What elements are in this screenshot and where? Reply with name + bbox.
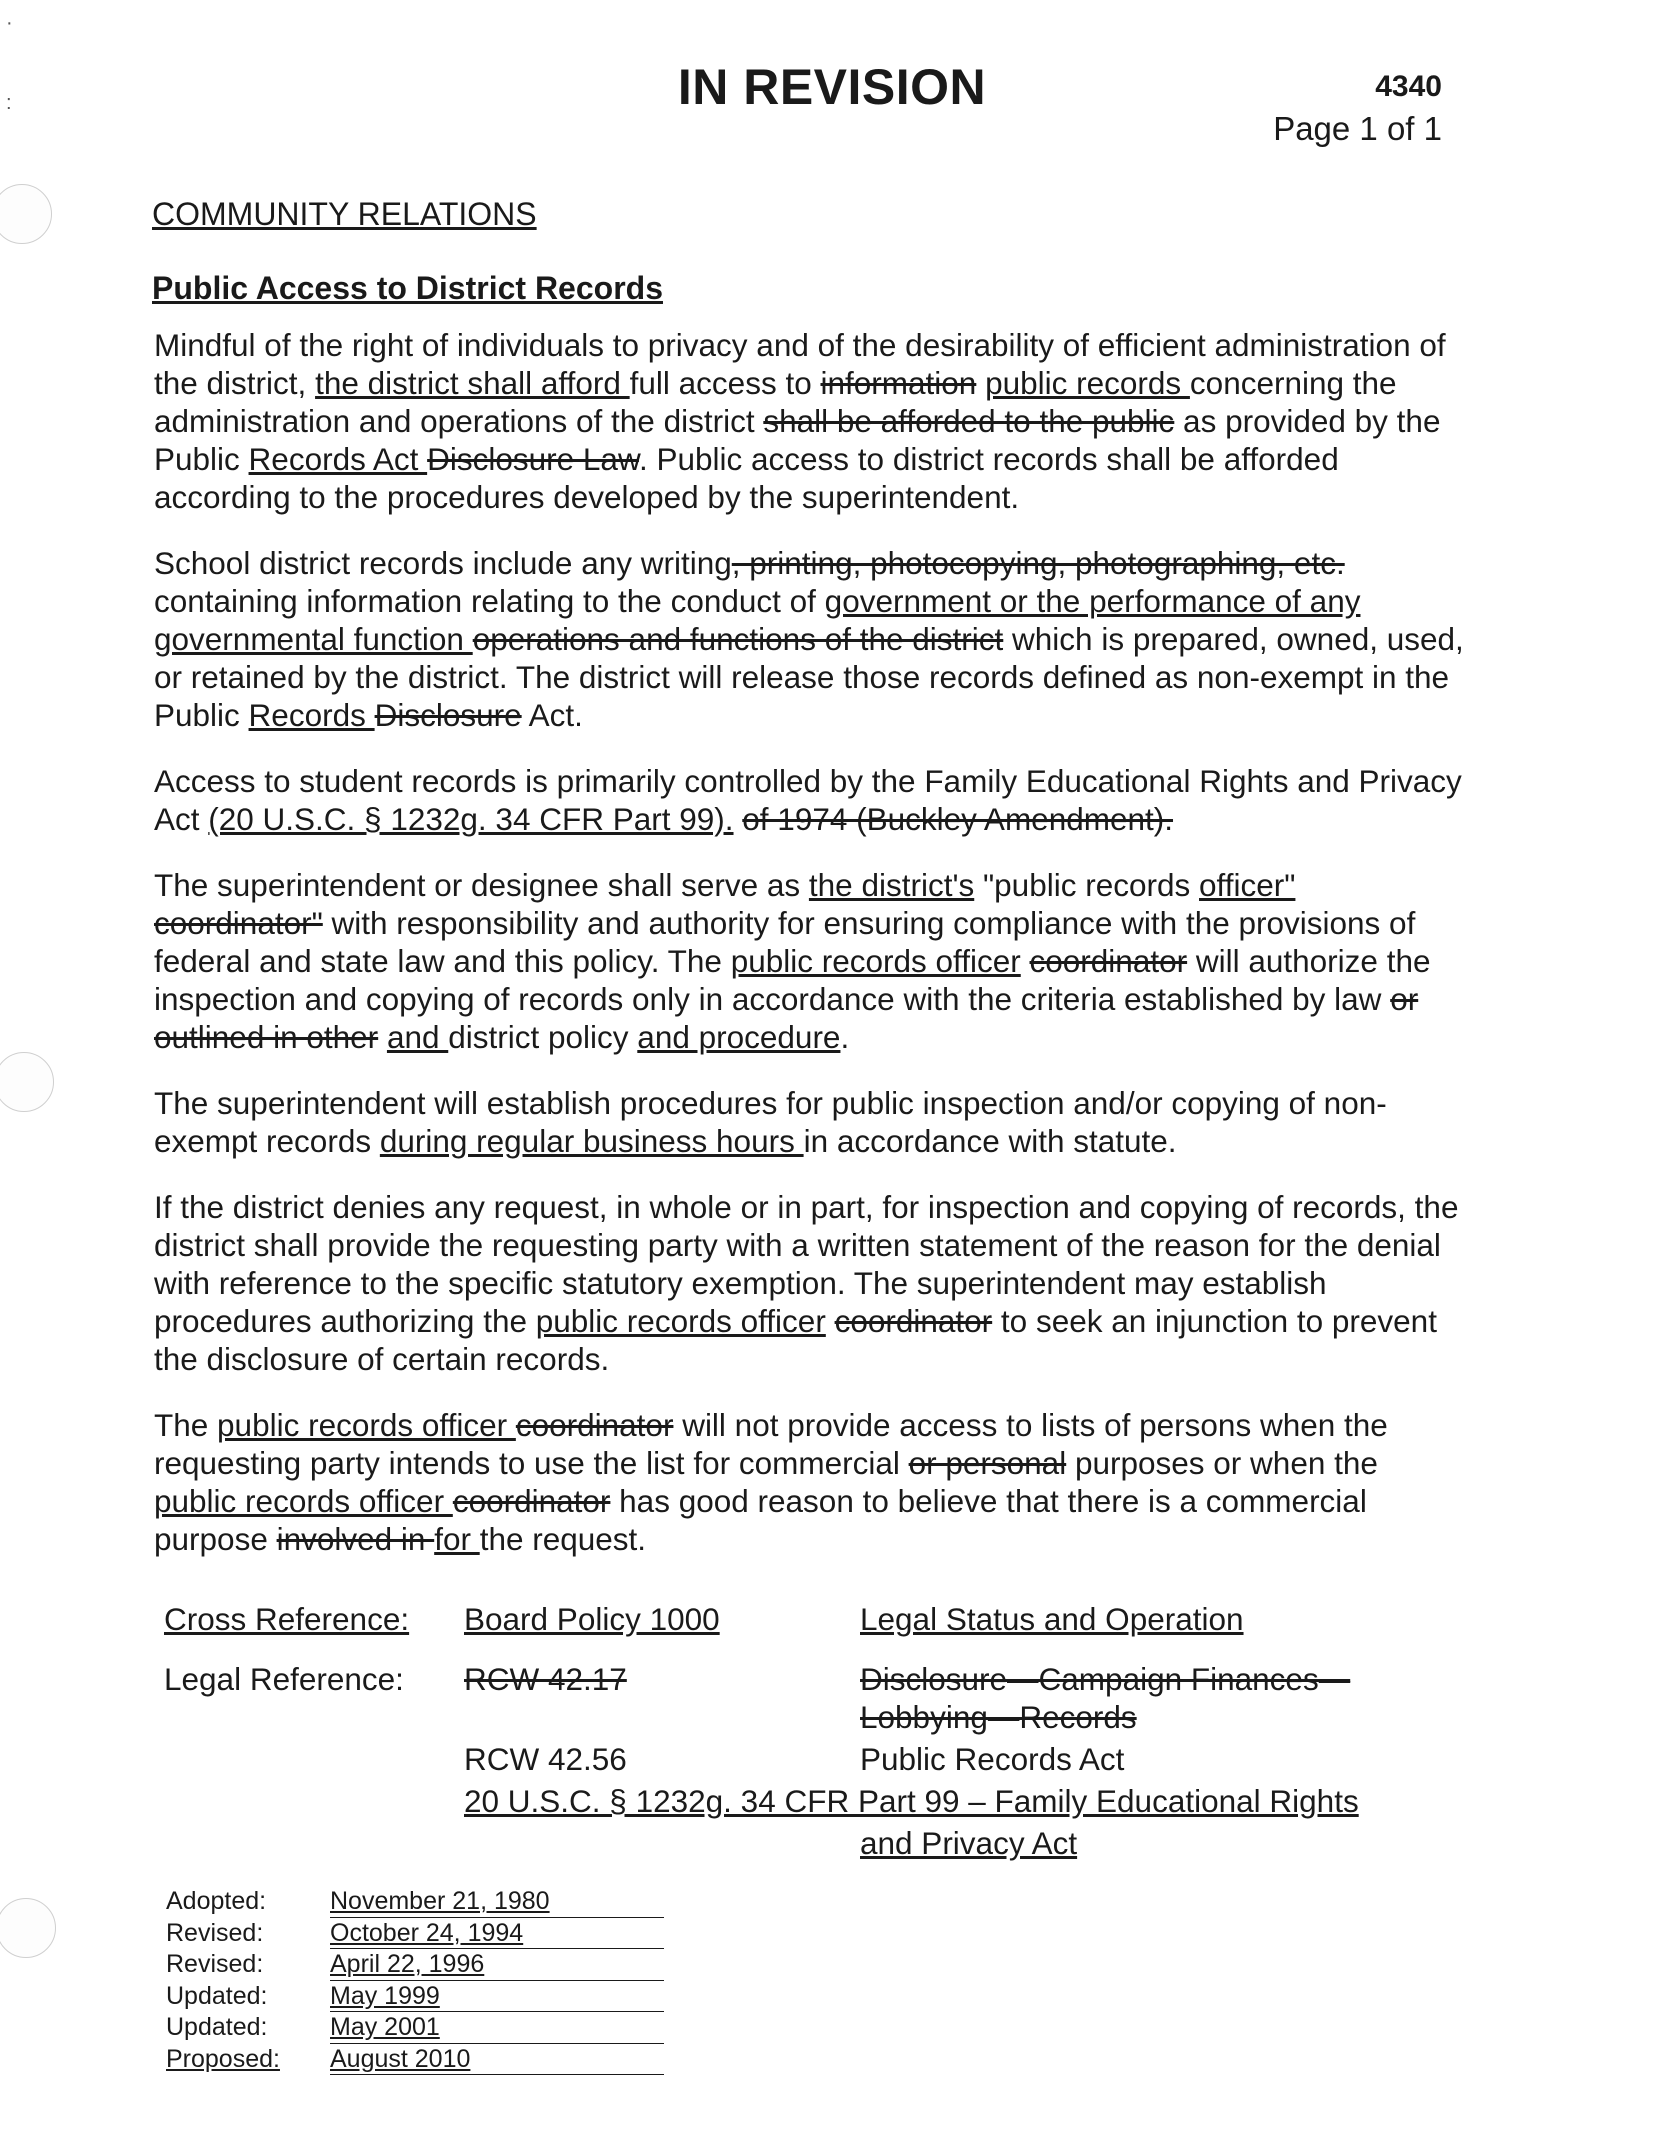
history-row xyxy=(166,1886,664,1918)
text-run xyxy=(378,1019,387,1055)
text-run: as provided by the Public xyxy=(154,403,1441,477)
history-row xyxy=(166,1949,664,1981)
inserted-text: the district's xyxy=(808,867,975,903)
text-run: which is prepared, owned, used, or retained by the district. The district will release those records defined as non-exempt in the Public xyxy=(154,621,1464,733)
history-row xyxy=(166,1981,664,2013)
reference-table xyxy=(164,1600,1420,1866)
deleted-text: coordinator xyxy=(452,1483,611,1519)
text-run: will not provide access to lists of persons when the requesting party intends to use the list for commercial xyxy=(154,1407,1388,1481)
text-run: The superintendent will establish procedures for public inspection and/or copying of non-exempt records xyxy=(154,1085,1387,1159)
history-label: Updated: xyxy=(166,1981,268,2010)
policy-title: Public Access to District Records xyxy=(152,270,663,306)
history-date: November 21, 1980 xyxy=(330,1886,664,1918)
scan-mark: : xyxy=(6,92,12,114)
paragraph xyxy=(154,544,1464,734)
inserted-text: the district shall afford xyxy=(315,365,630,401)
inserted-text: public records officer xyxy=(154,1483,453,1519)
section-heading: COMMUNITY RELATIONS xyxy=(152,196,537,232)
revision-status: IN REVISION xyxy=(677,59,987,115)
history-row xyxy=(166,2044,664,2076)
legal-reference-number: RCW 42.56 xyxy=(464,1741,627,1777)
text-run: Access to student records is primarily controlled by the Family Educational Rights and Privacy Act xyxy=(154,763,1462,837)
legal-reference-row xyxy=(164,1824,1420,1866)
legal-reference-number: RCW 42.17 xyxy=(464,1661,627,1697)
text-run xyxy=(1021,943,1030,979)
text-run: purposes or when the xyxy=(1066,1445,1378,1481)
text-run: If the district denies any request, in whole or in part, for inspection and copying of records, the district shall provide the requesting party with a written statement of the reason for the denial with reference to the specific statutory exemption. The superintendent may establish procedures authorizing the xyxy=(154,1189,1459,1339)
text-run: The xyxy=(154,1407,218,1443)
text-run: Mindful of the right of individuals to privacy and of the desirability of efficient administration of the district, xyxy=(154,327,1446,401)
history-label: Revised: xyxy=(166,1950,264,1978)
inserted-text: public records officer xyxy=(535,1303,826,1339)
text-run: "public records xyxy=(974,867,1200,903)
legal-reference-label: Legal Reference: xyxy=(164,1661,404,1697)
text-run: has good reason to believe that there is a commercial purpose xyxy=(154,1483,1367,1557)
policy-number: 4340 xyxy=(1375,70,1442,103)
text-run: Act. xyxy=(521,697,583,733)
history-label: Proposed: xyxy=(166,2044,280,2073)
history-date: August 2010 xyxy=(330,2044,664,2076)
inserted-text: and xyxy=(386,1019,449,1055)
deleted-text: operations and functions of the district xyxy=(472,621,1004,657)
text-run xyxy=(734,801,743,837)
deleted-text: Disclosure Law xyxy=(427,441,639,477)
legal-reference-name: Public Records Act xyxy=(860,1741,1125,1777)
inserted-text: for xyxy=(434,1521,480,1557)
inserted-text: government or the performance of any governmental function xyxy=(154,583,1361,657)
text-run: full access to xyxy=(629,365,821,401)
text-run: the request. xyxy=(479,1521,647,1557)
history-label: Revised: xyxy=(166,1918,264,1947)
scan-mark: · xyxy=(6,12,13,34)
deleted-text: or personal xyxy=(908,1445,1067,1481)
history-date: May 2001 xyxy=(330,2012,664,2044)
inserted-text: and procedure xyxy=(637,1019,841,1055)
text-run: . xyxy=(840,1019,850,1055)
history-label: Adopted: xyxy=(166,1887,267,1915)
policy-body xyxy=(154,326,1464,1586)
punch-hole xyxy=(0,1898,56,1958)
punch-hole xyxy=(0,1052,54,1112)
inserted-text: officer" xyxy=(1199,867,1296,903)
deleted-text: of 1974 (Buckley Amendment). xyxy=(742,801,1174,837)
legal-reference-citation-cont: and Privacy Act xyxy=(860,1825,1078,1861)
deleted-text: involved in xyxy=(276,1521,435,1557)
text-run xyxy=(826,1303,835,1339)
history-label: Updated: xyxy=(166,2013,268,2041)
cross-reference-row xyxy=(164,1600,1420,1642)
legal-reference-name: Disclosure—Campaign Finances—Lobbying—Records xyxy=(860,1661,1351,1735)
legal-reference-row xyxy=(164,1782,1420,1824)
deleted-text: coordinator xyxy=(515,1407,674,1443)
paragraph xyxy=(154,866,1464,1056)
deleted-text: Disclosure xyxy=(374,697,522,733)
paragraph xyxy=(154,1188,1464,1378)
deleted-text: coordinator" xyxy=(154,905,323,941)
inserted-text: public records officer xyxy=(217,1407,516,1443)
cross-reference-label: Cross Reference: xyxy=(164,1601,410,1637)
legal-reference-citation: 20 U.S.C. § 1232g. 34 CFR Part 99 – Family Educational Rights xyxy=(464,1783,1359,1819)
history-date: October 24, 1994 xyxy=(330,1918,664,1950)
inserted-text: public records xyxy=(985,365,1190,401)
inserted-text: public records officer xyxy=(730,943,1021,979)
text-run: to seek an injunction to prevent the disclosure of certain records. xyxy=(154,1303,1437,1377)
deleted-text: , printing, photocopying, photographing, etc. xyxy=(731,545,1345,581)
text-run: concerning the administration and operations of the district xyxy=(154,365,1397,439)
deleted-text: coordinator xyxy=(834,1303,993,1339)
text-run: district policy xyxy=(448,1019,638,1055)
deleted-text: shall be afforded to the public xyxy=(763,403,1175,439)
deleted-text: coordinator xyxy=(1029,943,1188,979)
legal-reference-row xyxy=(164,1740,1420,1782)
history-date: May 1999 xyxy=(330,1981,664,2013)
history-date: April 22, 1996 xyxy=(330,1949,664,1981)
text-run: The superintendent or designee shall serve as xyxy=(154,867,809,903)
inserted-text: Records xyxy=(248,697,375,733)
deleted-text: information xyxy=(820,365,977,401)
inserted-text: during regular business hours xyxy=(379,1123,804,1159)
text-run: in accordance with statute. xyxy=(803,1123,1177,1159)
history-row xyxy=(166,1918,664,1950)
cross-reference-name: Legal Status and Operation xyxy=(860,1601,1244,1637)
legal-reference-row xyxy=(164,1660,1420,1740)
inserted-text: (20 U.S.C. § 1232g. 34 CFR Part 99). xyxy=(208,801,734,837)
paragraph xyxy=(154,326,1464,516)
text-run: containing information relating to the conduct of xyxy=(154,583,825,619)
deleted-text: or outlined in other xyxy=(154,981,1419,1055)
paragraph xyxy=(154,1084,1464,1160)
history-row xyxy=(166,2012,664,2044)
text-run: with responsibility and authority for ensuring compliance with the provisions of federal and state law and this policy. The xyxy=(154,905,1416,979)
paragraph xyxy=(154,762,1464,838)
text-run: will authorize the inspection and copying of records only in accordance with the criteria established by law xyxy=(154,943,1431,1017)
inserted-text: Records Act xyxy=(248,441,428,477)
paragraph xyxy=(154,1406,1464,1558)
revision-history xyxy=(166,1886,664,2075)
page-indicator: Page 1 of 1 xyxy=(1273,110,1442,147)
text-run xyxy=(976,365,985,401)
text-run: School district records include any writing xyxy=(154,545,732,581)
text-run: . Public access to district records shall be afforded according to the procedures developed by the superintendent. xyxy=(154,441,1339,515)
cross-reference-number: Board Policy 1000 xyxy=(464,1601,720,1637)
punch-hole xyxy=(0,184,52,244)
